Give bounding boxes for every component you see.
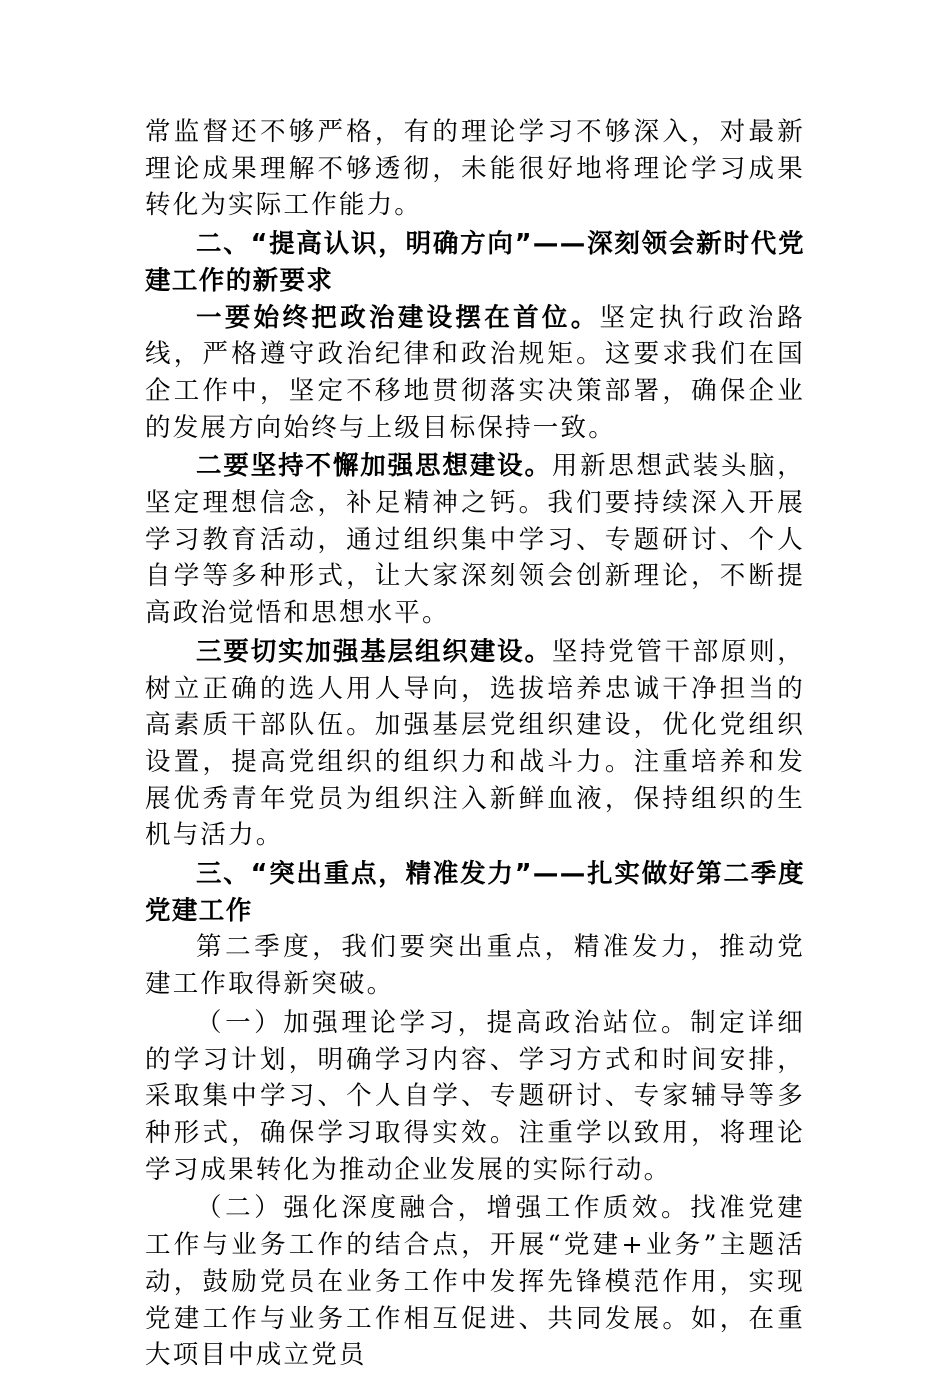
paragraph-ideological-construction — [145, 448, 805, 632]
paragraph-text: 坚定执行政治路线，严格遵守政治纪律和政治规矩。这要求我们在国企工作中，坚定不移地贯彻落实决策部署，确保企业的发展方向始终与上级目标保持一致。 — [145, 302, 805, 443]
paragraph-lead: 三要切实加强基层组织建设。 — [196, 636, 552, 667]
paragraph-text: 坚持党管干部原则，树立正确的选人用人导向，选拔培养忠诚干净担当的高素质干部队伍。加强基层党组织建设，优化党组织设置，提高党组织的组织力和战斗力。注重培养和发展优秀青年党员为组织注入新鲜血液，保持组织的生机与活力。 — [145, 636, 805, 851]
paragraph-political-construction — [145, 300, 805, 447]
paragraph-lead: 二要坚持不懈加强思想建设。 — [196, 451, 552, 482]
paragraph-continuation: 常监督还不够严格，有的理论学习不够深入，对最新理论成果理解不够透彻，未能很好地将理论学习成果转化为实际工作能力。 — [145, 117, 805, 221]
paragraph-deep-integration: （二）强化深度融合，增强工作质效。找准党建工作与业务工作的结合点，开展“党建+业务”主题活动，鼓励党员在业务工作中发挥先锋模范作用，实现党建工作与业务工作相互促进、共同发展。如，在重大项目中成立党员 — [145, 1193, 805, 1371]
paragraph-lead: 一要始终把政治建设摆在首位。 — [196, 302, 600, 333]
section-heading-2: 二、“提高认识，明确方向”——深刻领会新时代党建工作的新要求 — [145, 229, 805, 296]
paragraph-text: 用新思想武装头脑，坚定理想信念，补足精神之钙。我们要持续深入开展学习教育活动，通过组织集中学习、专题研讨、个人自学等多种形式，让大家深刻领会创新理论，不断提高政治觉悟和思想水平。 — [145, 451, 805, 629]
paragraph-grassroots-organization — [145, 634, 805, 854]
document-body — [145, 114, 805, 1374]
paragraph-theory-study: （一）加强理论学习，提高政治站位。制定详细的学习计划，明确学习内容、学习方式和时间安排，采取集中学习、个人自学、专题研讨、专家辅导等多种形式，确保学习取得实效。注重学以致用，将理论学习成果转化为推动企业发展的实际行动。 — [145, 1007, 805, 1185]
paragraph-second-quarter-intro: 第二季度，我们要突出重点，精准发力，推动党建工作取得新突破。 — [145, 932, 805, 1000]
section-heading-3: 三、“突出重点，精准发力”——扎实做好第二季度党建工作 — [145, 859, 805, 926]
